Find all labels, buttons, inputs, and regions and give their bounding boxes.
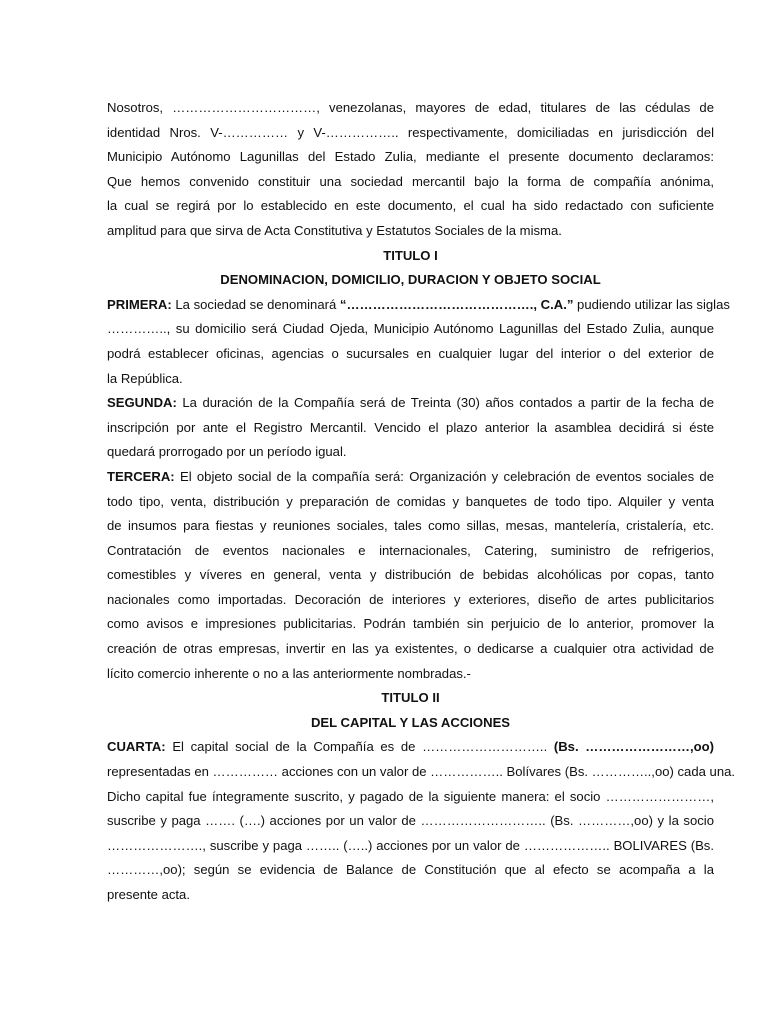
capital-amount-placeholder: (Bs. ……………………,oo) bbox=[553, 739, 714, 755]
clause-tercera-line: como avisos e impresiones publicitarias. Podrán también sin perjuicio de lo anterior, promover la bbox=[107, 616, 714, 632]
clause-tercera-text: El objeto social de la compañía será: Organización y celebración de eventos sociales de bbox=[174, 468, 714, 484]
clause-segunda-line bbox=[107, 391, 714, 416]
titulo-2-heading: TITULO II bbox=[381, 690, 440, 706]
intro-line: identidad Nros. V-…………… y V-…………….. respectivamente, domiciliadas en jurisdicción del bbox=[107, 124, 714, 140]
clause-tercera-line: nacionales como importadas. Decoración de interiores y exteriores, diseño de artes publicitarios bbox=[107, 591, 714, 607]
intro-line: Municipio Autónomo Lagunillas del Estado Zulia, mediante el presente documento declaramos: bbox=[107, 149, 714, 165]
document-page bbox=[107, 96, 736, 908]
titulo-1-heading: TITULO I bbox=[383, 247, 438, 263]
titulo-2-subheading: DEL CAPITAL Y LAS ACCIONES bbox=[310, 714, 511, 730]
clause-tercera-line: todo tipo, venta, distribución y preparación de comidas y banquetes de todo tipo. Alquiler y venta bbox=[107, 493, 714, 509]
clause-primera-line bbox=[107, 293, 730, 318]
clause-segunda-line: quedará prorrogado por un período igual. bbox=[107, 444, 347, 460]
clause-primera-text: pudiendo utilizar las siglas bbox=[573, 296, 730, 312]
company-name-placeholder: “……………………………………., C.A.” bbox=[339, 296, 574, 312]
clause-tercera-line: Contratación de eventos nacionales e internacionales, Catering, suministro de refrigerios, bbox=[107, 542, 714, 558]
clause-primera-text: La sociedad se denominará bbox=[171, 296, 340, 312]
clause-primera-line: ………….., su domicilio será Ciudad Ojeda, Municipio Autónomo Lagunillas del Estado Zulia, aunque bbox=[107, 321, 714, 337]
clause-cuarta-line: suscribe y paga ……. (….) acciones por un valor de ……………………….. (Bs. …………,oo) y la socio bbox=[107, 813, 714, 829]
clause-tercera-line: comestibles y víveres en general, venta y distribución de bebidas alcohólicas por copas, tanto bbox=[107, 567, 714, 583]
clause-cuarta-line: Dicho capital fue íntegramente suscrito, y pagado de la siguiente manera: el socio ……………………, bbox=[107, 788, 714, 804]
titulo-1-subheading: DENOMINACION, DOMICILIO, DURACION Y OBJETO SOCIAL bbox=[220, 272, 601, 288]
intro-line: Que hemos convenido constituir una sociedad mercantil bajo la forma de compañía anónima, bbox=[107, 173, 714, 189]
clause-cuarta-line: representadas en …………… acciones con un valor de …………….. Bolívares (Bs. …………..,oo) cada una. bbox=[107, 764, 736, 780]
clause-segunda-text: La duración de la Compañía será de Treinta (30) años contados a partir de la fecha de bbox=[176, 395, 714, 411]
clause-tercera-line: de insumos para fiestas y reuniones sociales, tales como sillas, mesas, mantelería, cristalería, etc. bbox=[107, 518, 714, 534]
intro-line: Nosotros, ……………………………, venezolanas, mayores de edad, titulares de las cédulas de bbox=[107, 100, 714, 115]
clause-primera-line: la República. bbox=[107, 370, 183, 386]
clause-tercera-line: lícito comercio inherente o no a las anteriormente nombradas.- bbox=[107, 665, 471, 681]
clause-cuarta-label: CUARTA: bbox=[107, 739, 166, 755]
clause-cuarta-text: El capital social de la Compañía es de ……………………….. bbox=[165, 739, 554, 755]
clause-segunda-line: inscripción por ante el Registro Mercantil. Vencido el plazo anterior la asamblea decidirá si éste bbox=[107, 419, 714, 435]
clause-tercera-label: TERCERA: bbox=[107, 468, 175, 484]
clause-primera-label: PRIMERA: bbox=[107, 296, 172, 312]
clause-cuarta-line bbox=[107, 735, 714, 760]
clause-cuarta-line: …………,oo); según se evidencia de Balance de Constitución que al efecto se acompaña a la bbox=[107, 862, 714, 878]
clause-cuarta-line: presente acta. bbox=[107, 887, 190, 902]
clause-tercera-line bbox=[107, 465, 714, 490]
intro-line: amplitud para que sirva de Acta Constitutiva y Estatutos Sociales de la misma. bbox=[107, 222, 562, 238]
clause-cuarta-line: …………………., suscribe y paga …….. (…..) acciones por un valor de ……………….. BOLIVARES (Bs. bbox=[107, 837, 714, 853]
intro-line: la cual se regirá por lo establecido en este documento, el cual ha sido redactado con suficiente bbox=[107, 198, 714, 214]
clause-tercera-line: creación de otras empresas, invertir en las ya existentes, o dedicarse a cualquier otra actividad de bbox=[107, 641, 714, 657]
clause-primera-line: podrá establecer oficinas, agencias o sucursales en cualquier lugar del interior o del exterior de bbox=[107, 345, 714, 361]
clause-segunda-label: SEGUNDA: bbox=[107, 395, 177, 411]
